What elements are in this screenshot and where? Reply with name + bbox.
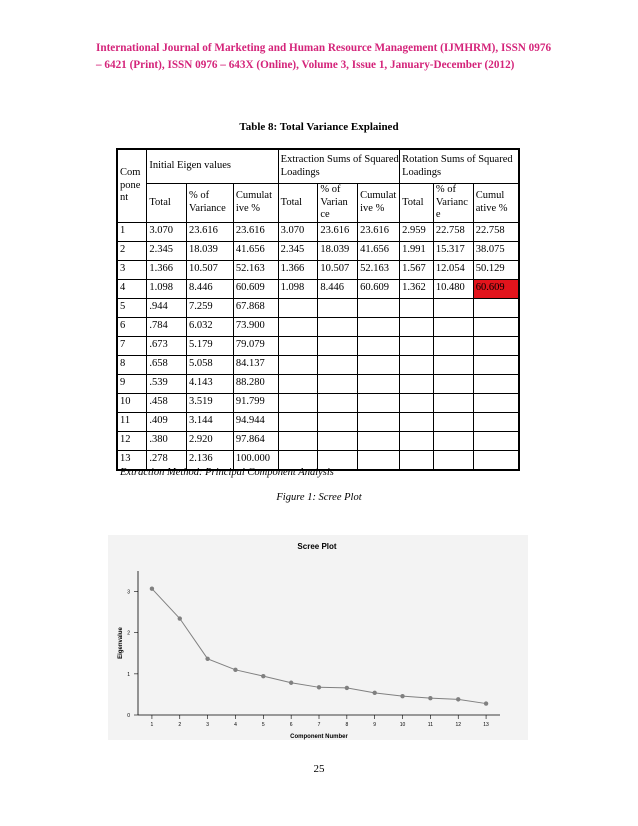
- table-cell: 2.345: [147, 241, 187, 260]
- data-point: [428, 696, 432, 700]
- table-cell: 2: [117, 241, 147, 260]
- table-cell: [433, 374, 473, 393]
- figure-caption: Figure 1: Scree Plot: [276, 492, 362, 503]
- table-cell: 7.259: [187, 298, 234, 317]
- header-rotation: Rotation Sums of Squared Loadings: [400, 149, 519, 184]
- x-tick-label: 7: [317, 722, 321, 728]
- table-cell: 15.317: [433, 241, 473, 260]
- scree-plot-chart: [108, 535, 528, 740]
- table-row: [117, 412, 519, 431]
- table-cell: [400, 412, 434, 431]
- table-cell: [473, 355, 519, 374]
- table-cell: 18.039: [318, 241, 358, 260]
- table-row: [117, 317, 519, 336]
- table-cell: 1.362: [400, 279, 434, 298]
- x-tick-label: 9: [373, 722, 377, 728]
- table-cell: 7: [117, 336, 147, 355]
- table-cell: [400, 393, 434, 412]
- table-cell: 60.609: [358, 279, 400, 298]
- table-cell: [278, 412, 318, 431]
- table-cell: [318, 355, 358, 374]
- table-row: [117, 336, 519, 355]
- table-cell: 2.345: [278, 241, 318, 260]
- table-cell: 10: [117, 393, 147, 412]
- table-body: [117, 222, 519, 470]
- table-cell: 8: [117, 355, 147, 374]
- header-cumulative: Cumulat ive %: [233, 184, 278, 223]
- x-tick-label: 12: [455, 722, 462, 728]
- header-cumulative: Cumulat ive %: [358, 184, 400, 223]
- table-cell: 41.656: [358, 241, 400, 260]
- y-tick-label: 3: [127, 589, 130, 596]
- header-line-2: – 6421 (Print), ISSN 0976 – 643X (Online), Volume 3, Issue 1, January-December (2012): [96, 59, 515, 71]
- data-point: [289, 681, 293, 685]
- table-cell: [318, 317, 358, 336]
- table-cell: 1.098: [147, 279, 187, 298]
- data-point: [456, 697, 460, 701]
- x-axis-label: Component Number: [290, 734, 348, 740]
- table-cell: 5.179: [187, 336, 234, 355]
- table-row: [117, 279, 519, 298]
- x-tick-label: 8: [345, 722, 349, 728]
- table-cell: 100.000: [233, 450, 278, 470]
- table-cell: 23.616: [318, 222, 358, 241]
- table-cell: 3.070: [278, 222, 318, 241]
- table-cell: [400, 336, 434, 355]
- header-total: Total: [400, 184, 434, 223]
- table-cell: [318, 431, 358, 450]
- table-cell: [433, 298, 473, 317]
- table-cell: .658: [147, 355, 187, 374]
- table-cell: 3.070: [147, 222, 187, 241]
- x-tick-label: 2: [178, 722, 182, 728]
- table-cell: 52.163: [358, 260, 400, 279]
- table-cell: 8.446: [187, 279, 234, 298]
- table-cell: [400, 374, 434, 393]
- table-cell: 23.616: [233, 222, 278, 241]
- table-cell: 22.758: [473, 222, 519, 241]
- header-pct-variance: % of Variance: [187, 184, 234, 223]
- table-cell: [278, 298, 318, 317]
- table-cell: 3: [117, 260, 147, 279]
- header-pct-variance: % of Varian ce: [318, 184, 358, 223]
- table-cell: [473, 431, 519, 450]
- table-cell: [433, 355, 473, 374]
- table-row: [117, 241, 519, 260]
- table-cell: 12.054: [433, 260, 473, 279]
- header-extraction: Extraction Sums of Squared Loadings: [278, 149, 399, 184]
- table-cell: [473, 450, 519, 470]
- table-cell: 18.039: [187, 241, 234, 260]
- data-point: [205, 657, 209, 661]
- table-cell: 5: [117, 298, 147, 317]
- table-cell: 10.480: [433, 279, 473, 298]
- table-cell: [318, 298, 358, 317]
- table-cell: 5.058: [187, 355, 234, 374]
- table-cell: 1.098: [278, 279, 318, 298]
- table-cell: 52.163: [233, 260, 278, 279]
- table-cell: 23.616: [187, 222, 234, 241]
- table-cell: [473, 317, 519, 336]
- table-row: [117, 431, 519, 450]
- table-cell: [400, 298, 434, 317]
- table-cell: [358, 450, 400, 470]
- x-tick-label: 3: [206, 722, 210, 728]
- table-cell: 60.609: [233, 279, 278, 298]
- table-cell: 22.758: [433, 222, 473, 241]
- table-cell: 12: [117, 431, 147, 450]
- table-row: [117, 393, 519, 412]
- table-cell: [400, 355, 434, 374]
- table-title: Table 8: Total Variance Explained: [239, 121, 399, 133]
- data-point: [178, 616, 182, 620]
- data-point: [150, 586, 154, 590]
- table-cell: 9: [117, 374, 147, 393]
- x-tick-label: 1: [150, 722, 154, 728]
- table-cell: 1.366: [147, 260, 187, 279]
- table-cell: [433, 317, 473, 336]
- table-cell: 1.366: [278, 260, 318, 279]
- table-cell: [318, 336, 358, 355]
- header-total: Total: [278, 184, 318, 223]
- table-cell: 3.144: [187, 412, 234, 431]
- table-cell: [278, 355, 318, 374]
- table-cell: 41.656: [233, 241, 278, 260]
- table-cell: [278, 431, 318, 450]
- table-cell: 38.075: [473, 241, 519, 260]
- table-cell: 2.959: [400, 222, 434, 241]
- data-point: [261, 674, 265, 678]
- x-tick-label: 6: [289, 722, 293, 728]
- table-cell: 13: [117, 450, 147, 470]
- table-cell: [473, 393, 519, 412]
- y-tick-label: 2: [127, 630, 130, 637]
- header-total: Total: [147, 184, 187, 223]
- chart-background: [108, 535, 528, 740]
- table-row: [117, 374, 519, 393]
- table-cell: [400, 450, 434, 470]
- table-cell: [318, 393, 358, 412]
- table-cell: 91.799: [233, 393, 278, 412]
- table-row: [117, 222, 519, 241]
- table-cell: 79.079: [233, 336, 278, 355]
- chart-title: Scree Plot: [297, 542, 337, 551]
- table-cell: [358, 298, 400, 317]
- table-cell: 3.519: [187, 393, 234, 412]
- table-cell: [400, 431, 434, 450]
- table-cell: 10.507: [318, 260, 358, 279]
- journal-header: [96, 40, 556, 74]
- table-cell: 97.864: [233, 431, 278, 450]
- table-cell: [278, 317, 318, 336]
- table-cell: .409: [147, 412, 187, 431]
- table-cell: [358, 336, 400, 355]
- table-cell: 50.129: [473, 260, 519, 279]
- header-component: Com pone nt: [117, 149, 147, 222]
- table-cell: [473, 298, 519, 317]
- table-cell: 84.137: [233, 355, 278, 374]
- table-cell: [433, 450, 473, 470]
- table-cell: [473, 412, 519, 431]
- table-cell: 2.920: [187, 431, 234, 450]
- table-cell: [433, 431, 473, 450]
- variance-table: [116, 148, 520, 471]
- table-cell: [278, 336, 318, 355]
- table-cell: [400, 317, 434, 336]
- table-cell: .278: [147, 450, 187, 470]
- table-row: [117, 298, 519, 317]
- data-point: [317, 685, 321, 689]
- header-pct-variance: % of Varianc e: [433, 184, 473, 223]
- table-cell: [433, 412, 473, 431]
- table-cell: [358, 393, 400, 412]
- table-cell: 2.136: [187, 450, 234, 470]
- table-cell: [358, 431, 400, 450]
- page-number: 25: [313, 763, 325, 775]
- y-tick-label: 1: [127, 671, 130, 678]
- extraction-method-note: Extraction Method: Principal Component Analysis: [120, 467, 334, 478]
- x-tick-label: 4: [234, 722, 237, 728]
- table-cell: 1.991: [400, 241, 434, 260]
- data-point: [484, 701, 488, 705]
- y-axis-label: Eigenvalue: [118, 627, 124, 659]
- table-cell: 8.446: [318, 279, 358, 298]
- table-cell: 88.280: [233, 374, 278, 393]
- header-initial-eigen: Initial Eigen values: [147, 149, 278, 184]
- data-point: [400, 694, 404, 698]
- table-cell: 6.032: [187, 317, 234, 336]
- x-tick-label: 5: [261, 722, 265, 728]
- table-row: [117, 260, 519, 279]
- table-cell: 10.507: [187, 260, 234, 279]
- x-tick-label: 11: [427, 722, 433, 728]
- data-point: [345, 686, 349, 690]
- table-cell: 11: [117, 412, 147, 431]
- table-cell: 73.900: [233, 317, 278, 336]
- table-cell: [318, 412, 358, 431]
- table-cell: 4.143: [187, 374, 234, 393]
- table-cell: [358, 412, 400, 431]
- x-tick-label: 10: [399, 722, 406, 728]
- table-row: [117, 355, 519, 374]
- data-point: [372, 691, 376, 695]
- x-tick-label: 13: [483, 722, 489, 728]
- header-line-1: International Journal of Marketing and Human Resource Management (IJMHRM), ISSN 0976: [96, 42, 552, 54]
- table-cell: 4: [117, 279, 147, 298]
- data-point: [233, 668, 237, 672]
- table-cell: [358, 355, 400, 374]
- table-cell: 60.609: [473, 279, 519, 298]
- table-cell: 23.616: [358, 222, 400, 241]
- table-cell: .784: [147, 317, 187, 336]
- table-cell: [433, 336, 473, 355]
- table-cell: .458: [147, 393, 187, 412]
- table-cell: [358, 317, 400, 336]
- table-cell: [358, 374, 400, 393]
- table-cell: [318, 374, 358, 393]
- table-cell: .539: [147, 374, 187, 393]
- table-cell: [473, 374, 519, 393]
- y-tick-label: 0: [127, 713, 130, 719]
- table-cell: [473, 336, 519, 355]
- table-cell: [433, 393, 473, 412]
- table-cell: 6: [117, 317, 147, 336]
- header-cumulative: Cumul ative %: [473, 184, 519, 223]
- table-cell: [278, 374, 318, 393]
- table-cell: 94.944: [233, 412, 278, 431]
- table-cell: 1.567: [400, 260, 434, 279]
- table-cell: .673: [147, 336, 187, 355]
- table-cell: 67.868: [233, 298, 278, 317]
- table-cell: 1: [117, 222, 147, 241]
- table-cell: .944: [147, 298, 187, 317]
- table-cell: .380: [147, 431, 187, 450]
- table-cell: [278, 393, 318, 412]
